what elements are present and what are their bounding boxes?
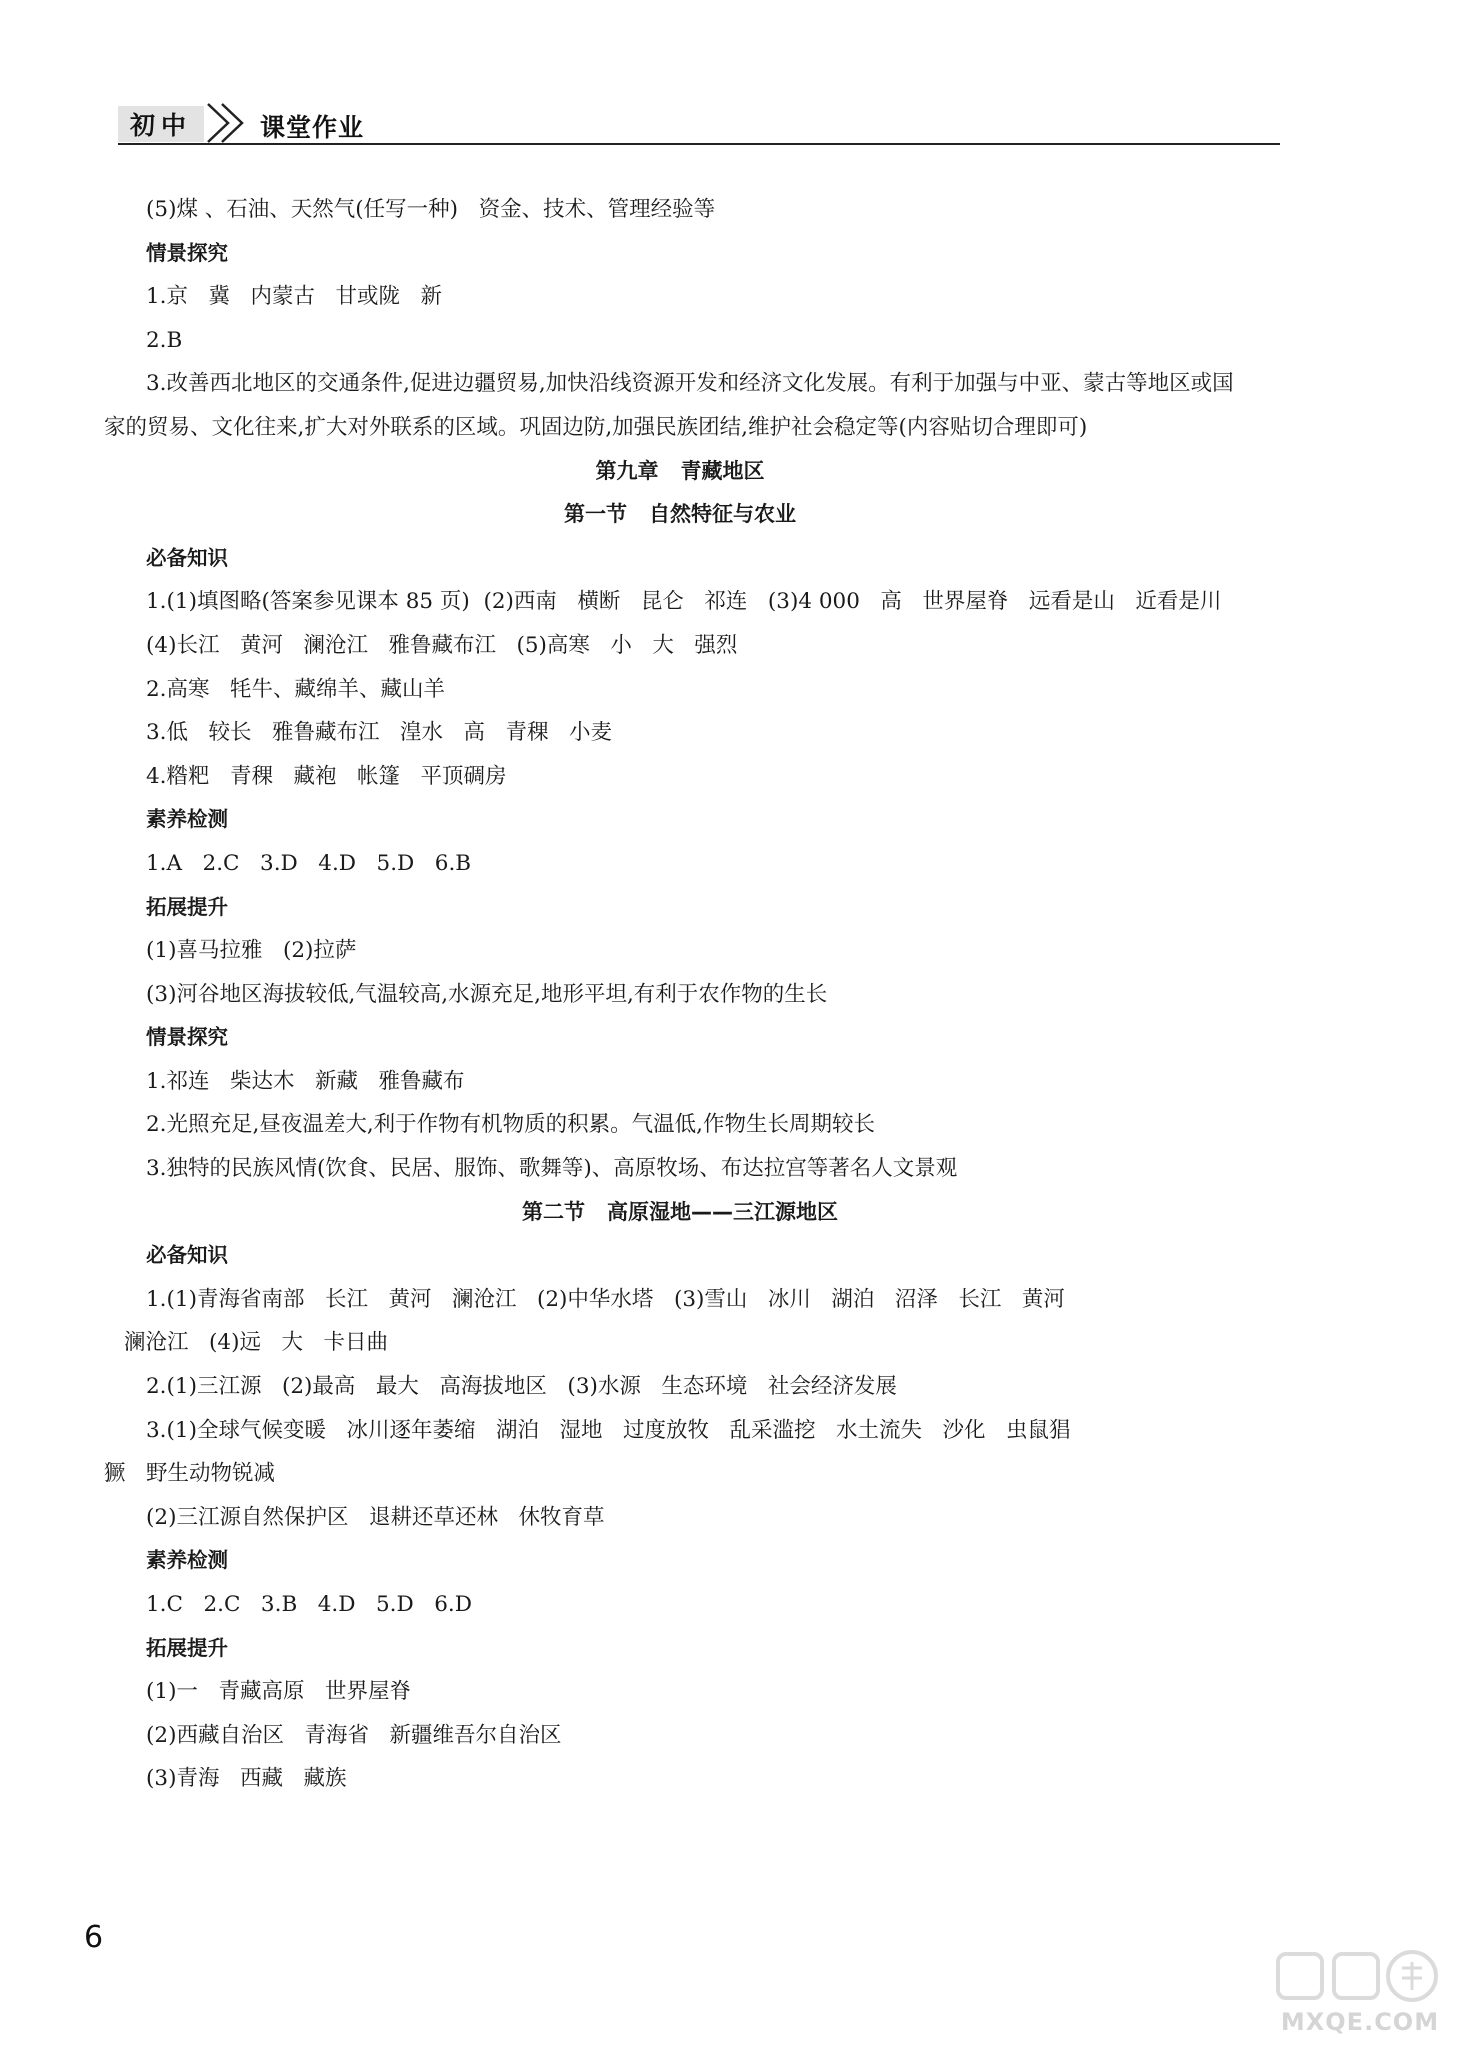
level-label: 初中 (118, 106, 204, 142)
header-rule (118, 143, 1280, 145)
chapter-heading: 第一节 自然特征与农业 (564, 502, 796, 527)
watermark-logo-icon (1270, 1948, 1450, 2012)
answer-line: 4.糌粑 青稞 藏袍 帐篷 平顶碉房 (146, 763, 507, 789)
section-heading: 必备知识 (146, 1243, 228, 1268)
answer-line: (3)河谷地区海拔较低,气温较高,水源充足,地形平坦,有利于农作物的生长 (146, 981, 828, 1007)
answer-line: 1.C 2.C 3.B 4.D 5.D 6.D (146, 1592, 473, 1617)
section-heading: 素养检测 (146, 1548, 228, 1573)
page-number: 6 (84, 1920, 104, 1955)
answer-line: 1.A 2.C 3.D 4.D 5.D 6.B (146, 850, 472, 876)
answer-line: (4)长江 黄河 澜沧江 雅鲁藏布江 (5)高寒 小 大 强烈 (146, 632, 738, 658)
answer-line: 1.(1)填图略(答案参见课本 85 页) (2)西南 横断 昆仑 祁连 (3)4 000 高 世界屋脊 远看是山 近看是川 (146, 589, 1222, 615)
section-heading: 情景探究 (146, 240, 228, 265)
answer-line: 3.独特的民族风情(饮食、民居、服饰、歌舞等)、高原牧场、布达拉宫等著名人文景观 (146, 1156, 958, 1182)
answer-line-continuation: 獗 野生动物锐减 (104, 1461, 276, 1487)
answer-line: 3.(1)全球气候变暖 冰川逐年萎缩 湖泊 湿地 过度放牧 乱采滥挖 水土流失 沙化 虫鼠猖 (146, 1417, 1071, 1443)
section-heading: 情景探究 (146, 1025, 228, 1050)
section-heading: 素养检测 (146, 807, 228, 832)
answer-line: 1.京 冀 内蒙古 甘或陇 新 (146, 284, 443, 310)
answer-line: (2)西藏自治区 青海省 新疆维吾尔自治区 (146, 1722, 562, 1748)
answer-content (104, 188, 1286, 1801)
section-heading: 拓展提升 (146, 894, 228, 919)
series-title: 课堂作业 (260, 113, 365, 142)
chapter-heading: 第九章 青藏地区 (595, 458, 765, 483)
answer-line: 1.祁连 柴达木 新藏 雅鲁藏布 (146, 1068, 465, 1094)
section-heading: 拓展提升 (146, 1635, 228, 1660)
answer-line: 3.改善西北地区的交通条件,促进边疆贸易,加快沿线资源开发和经济文化发展。有利于加强与中亚、蒙古等地区或国家的贸易、文化往来,扩大对外联系的区域。巩固边防,加强民族团结,维护社会稳定等(内容贴切合理即可) (104, 371, 1234, 440)
answer-line: 2.光照充足,昼夜温差大,利于作物有机物质的积累。气温低,作物生长周期较长 (146, 1112, 876, 1138)
answer-line: (3)青海 西藏 藏族 (146, 1766, 347, 1792)
answer-line: (1)一 青藏高原 世界屋脊 (146, 1679, 411, 1705)
chapter-heading: 第二节 高原湿地——三江源地区 (522, 1199, 838, 1224)
answer-line: (5)煤 、石油、天然气(任写一种) 资金、技术、管理经验等 (146, 197, 716, 222)
answer-line: 2.B (146, 327, 183, 353)
watermark-text: MXQE.COM (1280, 2008, 1440, 2036)
answer-line: 2.(1)三江源 (2)最高 最大 高海拔地区 (3)水源 生态环境 社会经济发展 (146, 1374, 897, 1400)
section-heading: 必备知识 (146, 545, 228, 570)
answer-line: 1.(1)青海省南部 长江 黄河 澜沧江 (2)中华水塔 (3)雪山 冰川 湖泊 沼泽 长江 黄河 (146, 1286, 1065, 1312)
watermark (1270, 1948, 1450, 2038)
answer-line-continuation: 澜沧江 (4)远 大 卡日曲 (124, 1330, 388, 1356)
answer-line: (2)三江源自然保护区 退耕还草还林 休牧育草 (146, 1504, 605, 1530)
page-header (118, 100, 1280, 146)
answer-line: (1)喜马拉雅 (2)拉萨 (146, 938, 357, 964)
answer-line: 3.低 较长 雅鲁藏布江 湟水 高 青稞 小麦 (146, 720, 613, 746)
answer-line: 2.高寒 牦牛、藏绵羊、藏山羊 (146, 676, 446, 702)
